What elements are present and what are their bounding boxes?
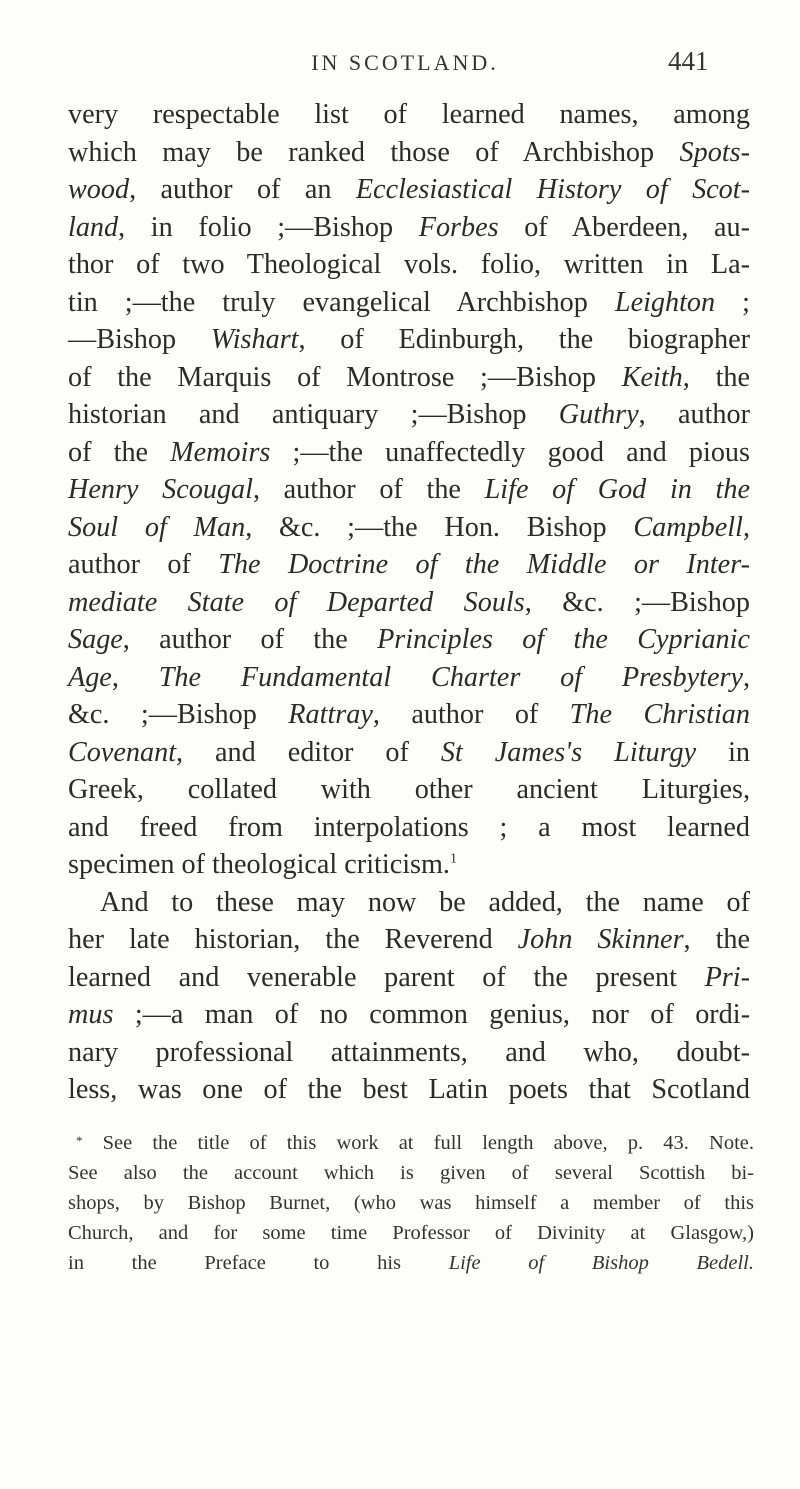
text-line: Sage, author of the Principles of the Cyprianic [68,624,750,655]
text-line: Henry Scougal, author of the Life of God in the [68,474,750,505]
text-line: her late historian, the Reverend John Skinner, the [68,924,751,955]
text-line: &c. ;—Bishop Rattray, author of The Christian [68,699,750,730]
page-number: 441 [668,46,709,76]
text-line: of the Memoirs ;—the unaffectedly good and pious [68,436,750,468]
text-line: which may be ranked those of Archbishop Spots- [68,136,750,168]
text-line: specimen of theological criticism.$^1$ [68,849,457,880]
text-line: author of The Doctrine of the Middle or Inter- [68,549,750,580]
text-line: mus ;—a man of no common genius, nor of ordi- [68,999,750,1030]
text-line: tin ;—the truly evangelical Archbishop Leighton ; [68,286,750,318]
text-line: Soul of Man, &c. ;—the Hon. Bishop Campbell, [68,511,750,543]
text-line: nary professional attainments, and who, doubt- [68,1036,750,1068]
text-line: wood, author of an Ecclesiastical History of Scot- [68,174,750,205]
text-line: Age, The Fundamental Charter of Presbytery, [68,661,751,693]
text-line: and freed from interpolations ; a most learned [68,811,750,843]
footnote-line: in the Preface to his Life of Bishop Bedell. [68,1252,754,1274]
footnote-line: Church, and for some time Professor of Divinity at Glasgow,) [68,1222,754,1244]
text-line: thor of two Theological vols. folio, written in La- [68,249,750,280]
text-line: Greek, collated with other ancient Liturgies, [68,774,750,805]
main-text [68,96,750,1109]
footnote-marker: * [76,1133,83,1148]
text-line: —Bishop Wishart, of Edinburgh, the biographer [68,324,750,355]
text-line: historian and antiquary ;—Bishop Guthry, author [68,399,750,430]
text-line: very respectable list of learned names, among [68,99,750,130]
text-line: learned and venerable parent of the present Pri- [68,961,750,993]
text-line: And to these may now be added, the name of [100,886,750,918]
text-line: land, in folio ;—Bishop Forbes of Aberdeen, au- [68,211,750,243]
footnote-line: See also the account which is given of several Scottish bi- [68,1162,754,1184]
footnote-reference: 1 [449,851,457,867]
text-line: of the Marquis of Montrose ;—Bishop Keith, the [68,361,750,393]
text-line: mediate State of Departed Souls, &c. ;—Bishop [68,586,750,618]
running-head: IN SCOTLAND. [311,50,499,75]
footnote [68,1126,754,1278]
footnote-line: shops, by Bishop Burnet, (who was himself a member of this [68,1192,754,1214]
text-line: less, was one of the best Latin poets that Scotland [68,1074,750,1105]
text-line: Covenant, and editor of St James's Liturgy in [68,736,750,768]
footnote-line: * See the title of this work at full length above, p. 43. Note. [76,1132,754,1154]
